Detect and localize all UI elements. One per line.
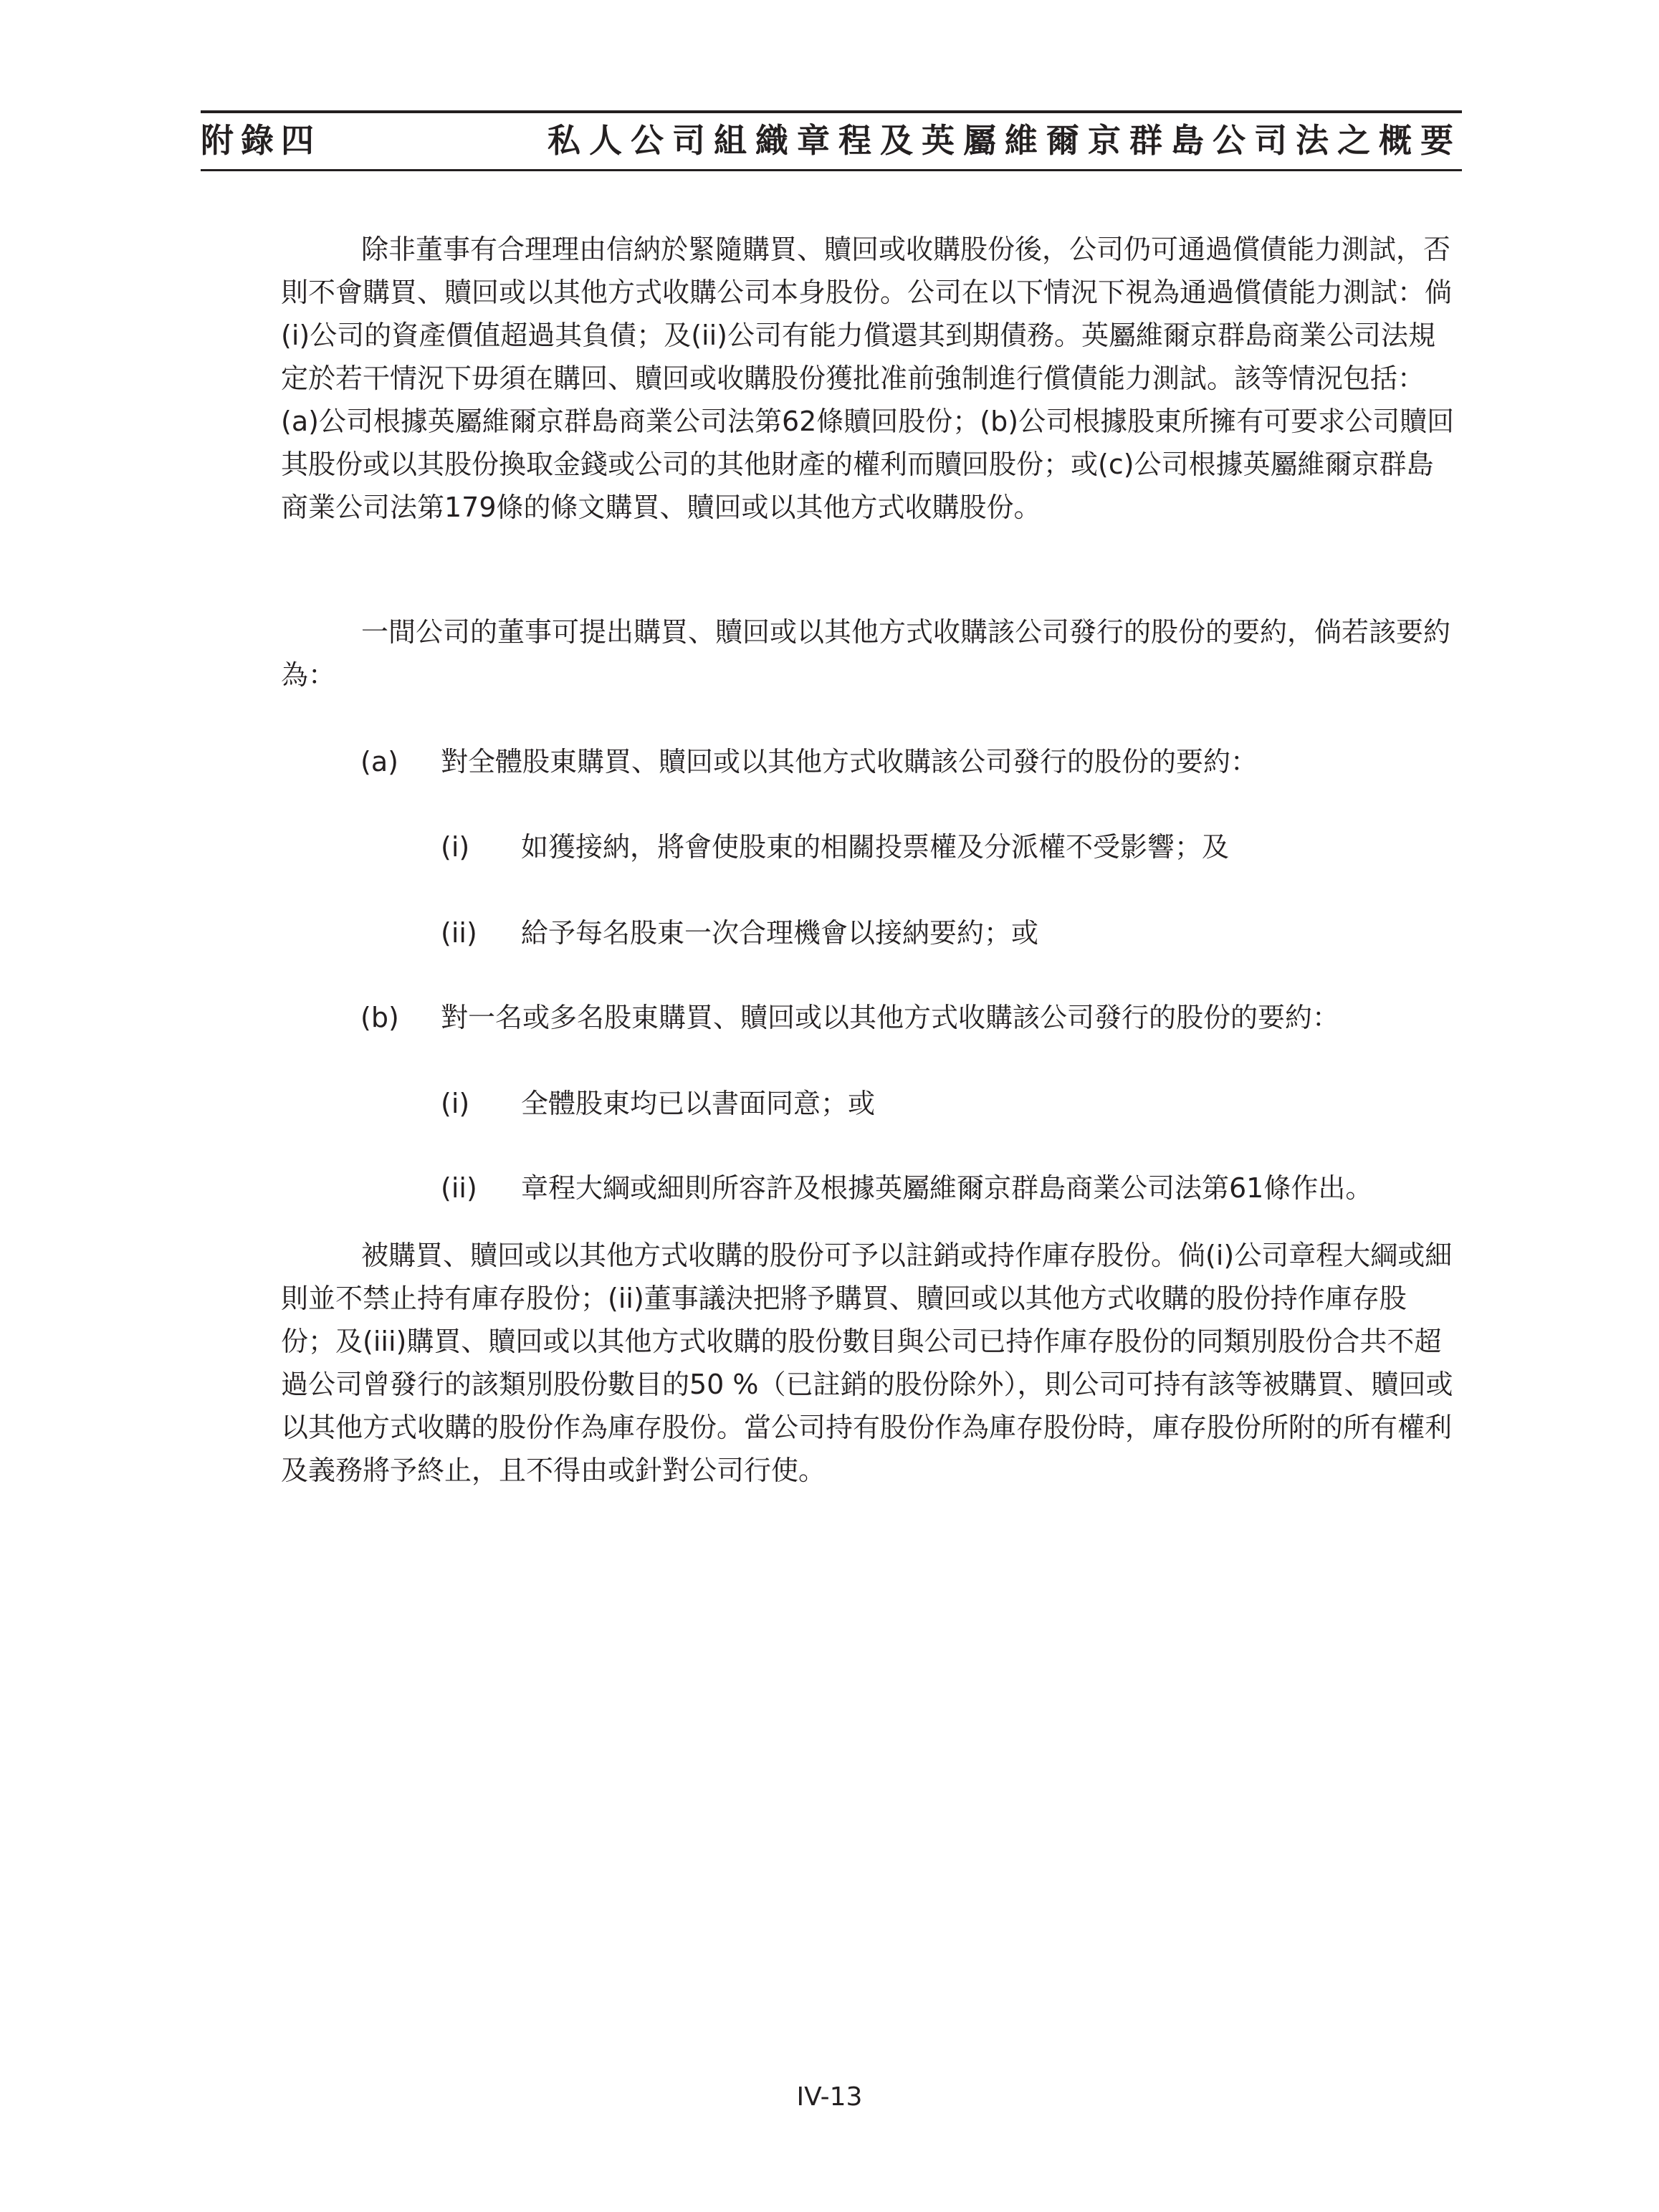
sublist-item-b-ii: 章程大綱或細則所容許及根據英屬維爾京群島商業公司法第61條作出。 [521, 1172, 1373, 1204]
page-number: IV-13 [796, 2082, 863, 2112]
header-top-rule [201, 110, 1462, 113]
appendix-label: 附錄四 [201, 121, 321, 160]
sublist-marker-b-i: (i) [441, 1088, 470, 1119]
sublist-item-a-i: 如獲接納，將會使股東的相關投票權及分派權不受影響；及 [521, 831, 1230, 863]
page-title: 私人公司組織章程及英屬維爾京群島公司法之概要 [548, 121, 1462, 160]
paragraph-treasury-shares: 被購買、贖回或以其他方式收購的股份可予以註銷或持作庫存股份。倘(i)公司章程大綱或細則並不禁止持有庫存股份；(ii)董事議決把將予購買、贖回或以其他方式收購的股份持作庫存股份；及(iii)購買、贖回或以其他方式收購的股份數目與公司已持作庫存股份的同類別股份合共不超過公司曾發行的該類別股份數目的50 %（已註銷的股份除外），則公司可持有該等被購買、贖回或以其他方式收購的股份作為庫存股份。當公司持有股份作為庫存股份時，庫存股份所附的所有權利及義務將予終止，且不得由或針對公司行使。 [281, 1240, 1453, 1486]
sublist-marker-a-i: (i) [441, 831, 470, 863]
sublist-item-a-ii: 給予每名股東一次合理機會以接納要約；或 [521, 917, 1039, 949]
list-marker-b: (b) [360, 1002, 399, 1033]
list-marker-a: (a) [360, 746, 398, 777]
list-item-a: 對全體股東購買、贖回或以其他方式收購該公司發行的股份的要約： [441, 746, 1258, 777]
list-item-b: 對一名或多名股東購買、贖回或以其他方式收購該公司發行的股份的要約： [441, 1002, 1340, 1033]
sublist-marker-b-ii: (ii) [441, 1172, 477, 1204]
paragraph-offer-intro: 一間公司的董事可提出購買、贖回或以其他方式收購該公司發行的股份的要約，倘若該要約為： [281, 616, 1451, 691]
paragraph-solvency-test: 除非董事有合理理由信納於緊隨購買、贖回或收購股份後，公司仍可通過償債能力測試，否則不會購買、贖回或以其他方式收購公司本身股份。公司在以下情況下視為通過償債能力測試：倘(i)公司的資產價值超過其負債；及(ii)公司有能力償還其到期債務。英屬維爾京群島商業公司法規定於若干情況下毋須在購回、贖回或收購股份獲批准前強制進行償債能力測試。該等情況包括：(a)公司根據英屬維爾京群島商業公司法第62條贖回股份；(b)公司根據股東所擁有可要求公司贖回其股份或以其股份換取金錢或公司的其他財產的權利而贖回股份；或(c)公司根據英屬維爾京群島商業公司法第179條的條文購買、贖回或以其他方式收購股份。 [281, 234, 1455, 523]
sublist-marker-a-ii: (ii) [441, 917, 477, 949]
header-bottom-rule [201, 169, 1462, 171]
sublist-item-b-i: 全體股東均已以書面同意；或 [521, 1088, 876, 1119]
